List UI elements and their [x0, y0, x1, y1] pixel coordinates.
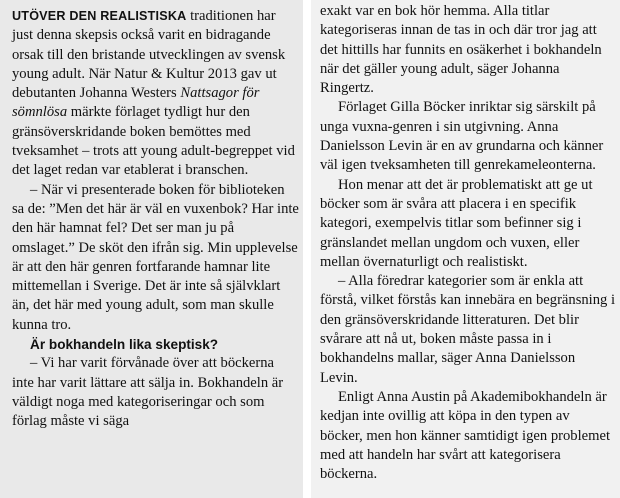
paragraph: Förlaget Gilla Böcker inriktar sig särskilt på unga vuxna-genren i sin utgivning. Anna Danielsson Levin är en av grundarna och känner väl igen tveksamheten till genrekameleonterna.: [320, 99, 604, 174]
paragraph: [12, 7, 299, 181]
book-title: Nattsagor för sömnlösa: [12, 85, 260, 121]
paragraph: – Alla föredrar kategorier som är enkla att förstå, vilket förstås kan innebära en begränsning i den gränsöverskridande litteraturen. Det blir svårare att nå ut, boken måste passa in i bokhandelns mallar, säger Anna Danielsson Levin.: [320, 273, 616, 386]
paragraph: exakt var en bok hör hemma. Alla titlar kategoriseras innan de tas in och där tror jag att det hittills har funnits en osäkerhet i bokhandeln när det gäller young adult, säger Johanna Ringertz.: [320, 3, 602, 97]
right-column: [311, 0, 620, 498]
left-column: [0, 0, 303, 498]
paragraph: – När vi presenterade boken för biblioteken sa de: ”Men det här är väl en vuxenbok? Har inte den här hamnat fel? Det ser man ju på omslaget.” De sköt den ifrån sig. Min upplevelse är att den här genren fortfarande hamnar lite mittemellan i Sverige. Det är inte så självklart än, det här med young adult, som man skulle kunna tro.: [12, 181, 299, 333]
paragraph: Hon menar att det är problematiskt att ge ut böcker som är svåra att placera i en specifik kategori, exempelvis titlar som befinner sig i gränslandet mellan ungdom och vuxen, eller mellan övernaturligt och realistiskt.: [320, 176, 593, 270]
paragraph-text: traditionen har just denna skepsis också varit en bidragande orsak till den bristande utvecklingen av svensk young adult. När Natur & Kultur 2013 gav ut debutanten Johanna Westers: [12, 8, 286, 102]
paragraph: Enligt Anna Austin på Akademibokhandeln är kedjan inte ovillig att köpa in den typen av böcker, men hon känner samtidigt igen problemet med att handeln har svårt att kategorisera böckerna.: [320, 388, 610, 483]
paragraph-text: märkte förlaget tydligt hur den gränsöverskridande boken bemöttes med tveksamhet – trots att young adult-begreppet vid det laget redan var etablerat i branschen.: [12, 104, 295, 179]
lead-in: UTÖVER DEN REALISTISKA: [12, 9, 187, 23]
paragraph: – Vi har varit förvånade över att böckerna inte har varit lättare att sälja in. Bokhandeln är väldigt noga med kategoriseringar och som förlag måste vi säga: [12, 355, 284, 430]
subheading: Är bokhandeln lika skeptisk?: [30, 337, 219, 353]
column-divider: [303, 0, 311, 498]
